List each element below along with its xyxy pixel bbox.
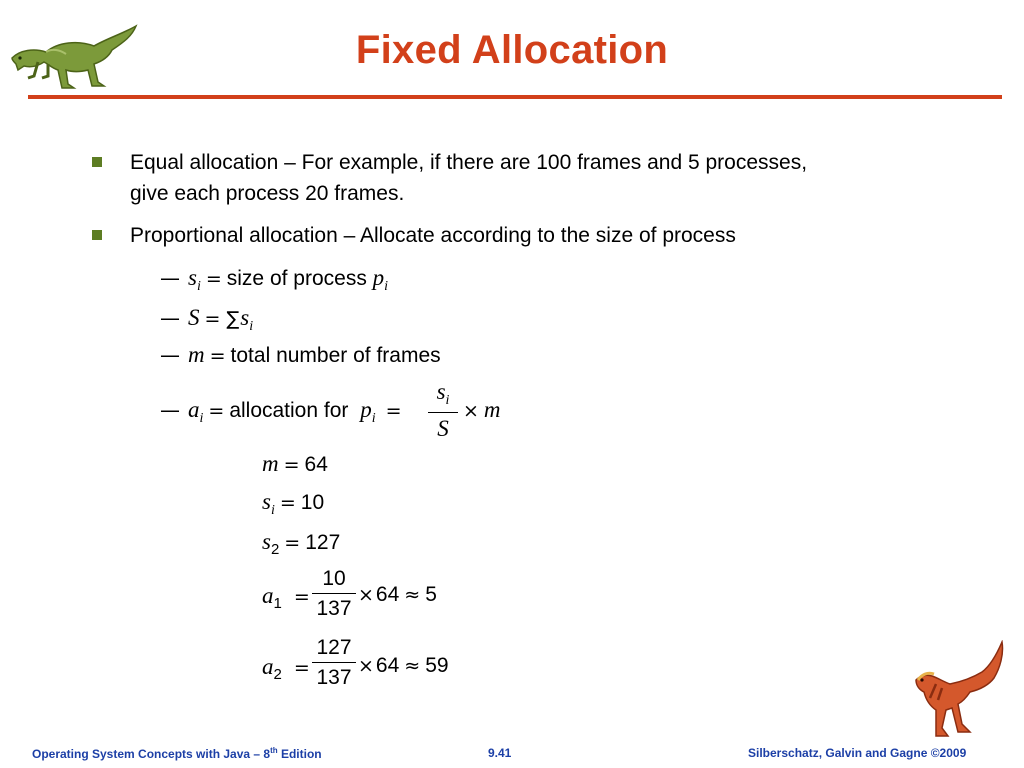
example-a1: $a_1$ = (262, 583, 310, 612)
slide-title: Fixed Allocation (355, 28, 669, 72)
example-a2: $a_2$ = (262, 654, 310, 683)
definition-m: — m = total number of frames (160, 342, 441, 367)
bullet-marker (92, 230, 102, 240)
bullet-marker (92, 157, 102, 167)
footer-page-number: 9.41 (488, 746, 512, 760)
ai-multiplier: × m (463, 397, 501, 422)
bullet-proportional-allocation: Proportional allocation – Allocate according to the size of process (130, 224, 736, 247)
a2-result: ×64 ≈ 59 (358, 654, 449, 677)
fraction-si-over-S: si S (428, 380, 458, 440)
title-underline (28, 95, 1002, 99)
definition-S: — $S = \sum s_i$ (160, 305, 254, 334)
footer-authors: Silberschatz, Galvin and Gagne ©2009 (748, 746, 967, 760)
definition-si: — $s_i$ = size of process $p_i$ (160, 265, 389, 294)
a1-result: ×64 ≈ 5 (358, 583, 437, 606)
footer-book-title: Operating System Concepts with Java – 8th Edition (32, 746, 322, 761)
example-m: m = 64 (262, 451, 328, 476)
bullet-equal-allocation: Equal allocation – For example, if there are 100 frames and 5 processes, give each process 20 frames. (130, 151, 808, 205)
fraction-127-over-137: 127 137 (312, 637, 356, 688)
dinosaur-red-logo (912, 640, 1008, 744)
example-si: $s_i = 10$ (262, 489, 325, 518)
example-s2: $s_2 = 127$ (262, 529, 341, 558)
definition-ai: — $a_i$ = allocation for $p_i$ = (160, 397, 402, 426)
fraction-10-over-137: 10 137 (312, 568, 356, 619)
